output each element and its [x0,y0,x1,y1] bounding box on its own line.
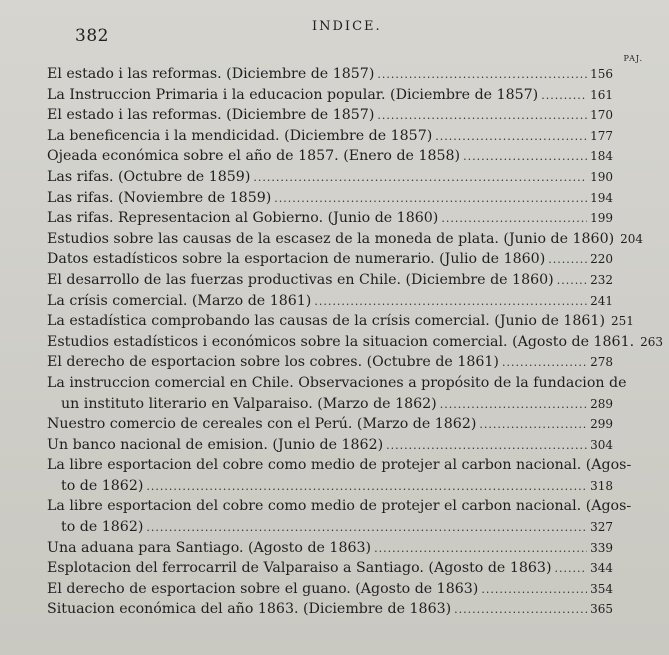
toc-entry [47,146,613,167]
dot-leader [541,86,587,107]
toc-entry-page: 220 [590,252,613,267]
toc-entry [47,414,613,435]
page-number: 382 [75,26,109,46]
toc-entry-title: Estudios estadísticos i económicos sobre la situacion comercial. (Agosto de 1861. [47,333,635,350]
toc-entry-page: 177 [590,128,613,143]
toc-entry-page: 251 [611,314,634,329]
dot-leader [548,250,587,271]
dot-leader [502,353,587,374]
toc-entry [47,352,613,373]
toc-entry-page: 232 [590,272,613,287]
page-header [0,16,669,46]
toc-entry [47,435,613,456]
toc-entry [47,249,613,270]
toc-entry-title: La libre esportacion del cobre como medio de protejer el carbon nacional. (Agos- [47,498,632,515]
toc-entry-continuation [47,394,613,415]
toc-entry-page: 204 [620,231,644,246]
toc-entry [47,455,632,476]
toc-entry [47,579,613,600]
toc-entry-title: La libre esportacion del cobre como medio de protejer al carbon nacional. (Agos- [47,457,632,474]
dot-leader [554,559,587,580]
toc-entry-title: El estado i las reformas. (Diciembre de 1857) [47,66,375,82]
toc-entry-title: Las rifas. (Octubre de 1859) [47,168,251,185]
toc-entry-page: 190 [590,169,613,184]
toc-entry [47,496,632,517]
toc-entry-title: El derecho de esportacion sobre los cobres. (Octubre de 1861) [47,354,499,371]
toc-entry-title: La crísis comercial. (Marzo de 1861) [47,292,312,309]
toc-entry [47,105,613,126]
toc-entry-title-continuation: to de 1862) [61,519,144,536]
dot-leader [479,415,587,436]
page-column-label: PAJ. [623,54,643,63]
dot-leader [386,436,587,457]
toc-entry-title: La beneficencia i la mendicidad. (Diciembre de 1857) [47,127,433,144]
dot-leader [481,580,587,601]
toc-entry-title: Una aduana para Santiago. (Agosto de 1863) [47,539,372,556]
toc-entry [47,188,613,209]
toc-entry [47,208,613,229]
dot-leader [253,168,587,189]
dot-leader [146,518,587,539]
toc-entry [47,291,613,312]
toc-entry-continuation [47,517,613,538]
toc-entry-title: Ojeada económica sobre el año de 1857. (Enero de 1858) [47,148,461,165]
toc-entry-title: Las rifas. (Noviembre de 1859) [47,189,272,206]
toc-entry-title: El desarrollo de las fuerzas productivas en Chile. (Diciembre de 1860) [47,271,554,288]
toc-entry [47,64,613,85]
toc-entry-title: La Instruccion Primaria i la educacion popular. (Diciembre de 1857) [47,86,539,103]
table-of-contents [47,64,664,620]
dot-leader [377,106,587,127]
dot-leader [454,600,587,621]
toc-entry [47,85,613,106]
toc-entry [47,332,664,353]
toc-entry-title: La estadística comprobando las causas de la crísis comercial. (Junio de 1861) [47,313,605,330]
toc-entry-continuation [47,476,613,497]
toc-entry-page: 156 [590,67,613,81]
dot-leader [463,147,587,168]
toc-entry [47,599,613,620]
dot-leader [435,127,587,148]
toc-entry-page: 199 [590,211,613,226]
toc-entry-title: Las rifas. Representacion al Gobierno. (Junio de 1860) [47,210,439,227]
toc-entry-page: 184 [590,149,613,164]
toc-entry-title: Un banco nacional de emision. (Junio de 1862) [47,436,384,453]
toc-entry-page: 339 [590,540,613,555]
dot-leader [374,539,587,560]
dot-leader [557,271,587,292]
running-title: INDICE. [312,19,382,34]
toc-entry-title: Estudios sobre las causas de la escasez de la moneda de plata. (Junio de 1860) [47,230,615,247]
toc-entry-title-continuation: un instituto literario en Valparaiso. (Marzo de 1862) [61,395,437,412]
toc-entry-page: 354 [590,581,613,596]
toc-entry-page: 170 [590,108,613,123]
toc-entry [47,311,634,332]
toc-entry-title: Situacion económica del año 1863. (Diciembre de 1863) [47,601,452,618]
toc-entry-title: La instruccion comercial en Chile. Observaciones a propósito de la fundacion de [47,374,627,391]
dot-leader [314,292,587,313]
toc-entry-title: El estado i las reformas. (Diciembre de 1857) [47,107,375,124]
toc-entry [47,558,613,579]
dot-leader [274,189,587,210]
toc-entry-page: 161 [590,87,613,102]
toc-entry [47,167,613,188]
toc-entry-page: 299 [590,417,613,432]
toc-entry-title: Esplotacion del ferrocarril de Valparaiso a Santiago. (Agosto de 1863) [47,560,552,577]
toc-entry-title-continuation: to de 1862) [61,477,144,494]
toc-entry-page: 365 [590,602,613,617]
toc-entry [47,126,613,147]
toc-entry-page: 263 [640,334,664,349]
dot-leader [146,477,587,498]
toc-entry-page: 318 [590,478,613,493]
toc-entry [47,538,613,559]
toc-entry-title: El derecho de esportacion sobre el guano. (Agosto de 1863) [47,580,479,597]
toc-entry-page: 241 [590,293,613,308]
toc-entry-page: 327 [590,520,613,535]
dot-leader [377,65,587,86]
toc-entry-title: Datos estadísticos sobre la esportacion de numerario. (Julio de 1860) [47,251,546,268]
toc-entry-page: 304 [590,437,613,452]
dot-leader [441,209,587,230]
toc-entry-page: 278 [590,355,613,370]
toc-entry-title: Nuestro comercio de cereales con el Perú. (Marzo de 1862) [47,416,477,433]
toc-entry-page: 289 [590,396,613,411]
toc-entry [47,270,613,291]
toc-entry-page: 344 [590,561,613,576]
toc-entry [47,373,627,394]
toc-entry [47,229,644,250]
dot-leader [440,395,587,416]
toc-entry-page: 194 [590,190,613,205]
